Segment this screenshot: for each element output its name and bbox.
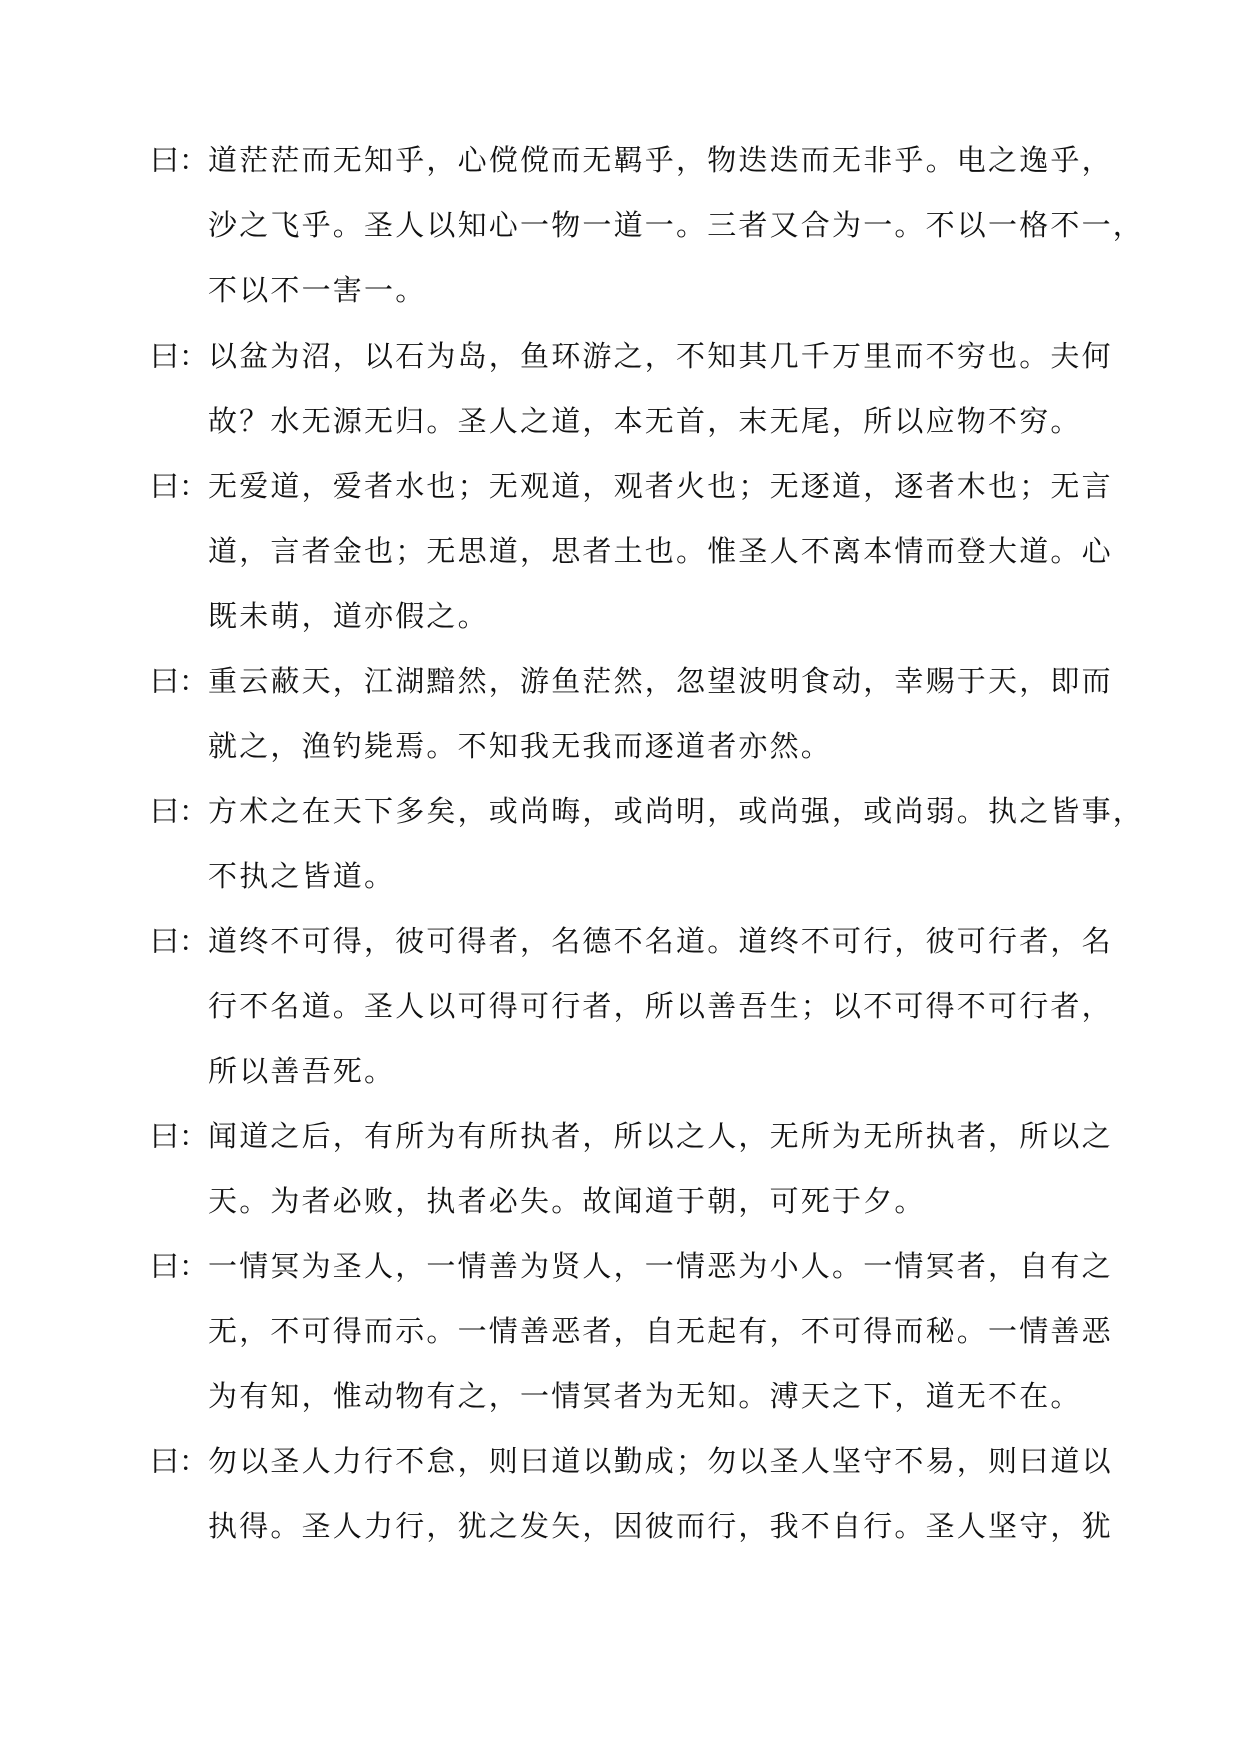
paragraph-label: 曰： — [150, 469, 209, 503]
text-line: 一情冥为圣人，一情善为贤人，一情恶为小人。一情冥者，自有之 — [208, 1249, 1113, 1283]
text-line: 故？水无源无归。圣人之道，本无首，末无尾，所以应物不穷。 — [208, 404, 1082, 438]
text-line: 既未萌，道亦假之。 — [208, 599, 489, 633]
paragraph-text — [208, 454, 1113, 649]
paragraph-label: 曰： — [150, 143, 209, 177]
text-line: 执得。圣人力行，犹之发矢，因彼而行，我不自行。圣人坚守，犹 — [208, 1509, 1113, 1543]
text-line: 天。为者必败，执者必失。故闻道于朝，可死于夕。 — [208, 1184, 926, 1218]
paragraph-text — [208, 779, 1145, 909]
paragraph-label: 曰： — [150, 1444, 209, 1478]
text-line: 无爱道，爱者水也；无观道，观者火也；无逐道，逐者木也；无言 — [208, 469, 1113, 503]
paragraph-text — [208, 128, 1145, 323]
paragraph-text — [208, 1429, 1113, 1559]
text-line: 道终不可得，彼可得者，名德不名道。道终不可行，彼可行者，名 — [208, 924, 1113, 958]
text-line: 方术之在天下多矣，或尚晦，或尚明，或尚强，或尚弱。执之皆事， — [208, 794, 1145, 828]
text-line: 沙之飞乎。圣人以知心一物一道一。三者又合为一。不以一格不一， — [208, 208, 1145, 242]
paragraph-text — [208, 909, 1113, 1104]
paragraph-label: 曰： — [150, 794, 209, 828]
text-line: 所以善吾死。 — [208, 1054, 396, 1088]
text-line: 为有知，惟动物有之，一情冥者为无知。溥天之下，道无不在。 — [208, 1379, 1082, 1413]
paragraph-text — [208, 649, 1113, 779]
paragraph-label: 曰： — [150, 339, 209, 373]
paragraph-text — [208, 1234, 1113, 1429]
text-line: 就之，渔钓毙焉。不知我无我而逐道者亦然。 — [208, 729, 833, 763]
text-line: 无，不可得而示。一情善恶者，自无起有，不可得而秘。一情善恶 — [208, 1314, 1113, 1348]
paragraph-label: 曰： — [150, 924, 209, 958]
text-line: 道，言者金也；无思道，思者土也。惟圣人不离本情而登大道。心 — [208, 534, 1113, 568]
paragraph-label: 曰： — [150, 1119, 209, 1153]
text-line: 道茫茫而无知乎，心傥傥而无羁乎，物迭迭而无非乎。电之逸乎， — [208, 143, 1113, 177]
text-line: 重云蔽天，江湖黯然，游鱼茫然，忽望波明食动，幸赐于天，即而 — [208, 664, 1113, 698]
text-line: 勿以圣人力行不怠，则曰道以勤成；勿以圣人坚守不易，则曰道以 — [208, 1444, 1113, 1478]
paragraph-text — [208, 1104, 1113, 1234]
text-line: 不执之皆道。 — [208, 859, 396, 893]
paragraph-text — [208, 324, 1113, 454]
text-line: 不以不一害一。 — [208, 273, 427, 307]
paragraph-label: 曰： — [150, 664, 209, 698]
text-line: 行不名道。圣人以可得可行者，所以善吾生；以不可得不可行者， — [208, 989, 1113, 1023]
paragraph-label: 曰： — [150, 1249, 209, 1283]
text-line: 以盆为沼，以石为岛，鱼环游之，不知其几千万里而不穷也。夫何 — [208, 339, 1113, 373]
text-line: 闻道之后，有所为有所执者，所以之人，无所为无所执者，所以之 — [208, 1119, 1113, 1153]
